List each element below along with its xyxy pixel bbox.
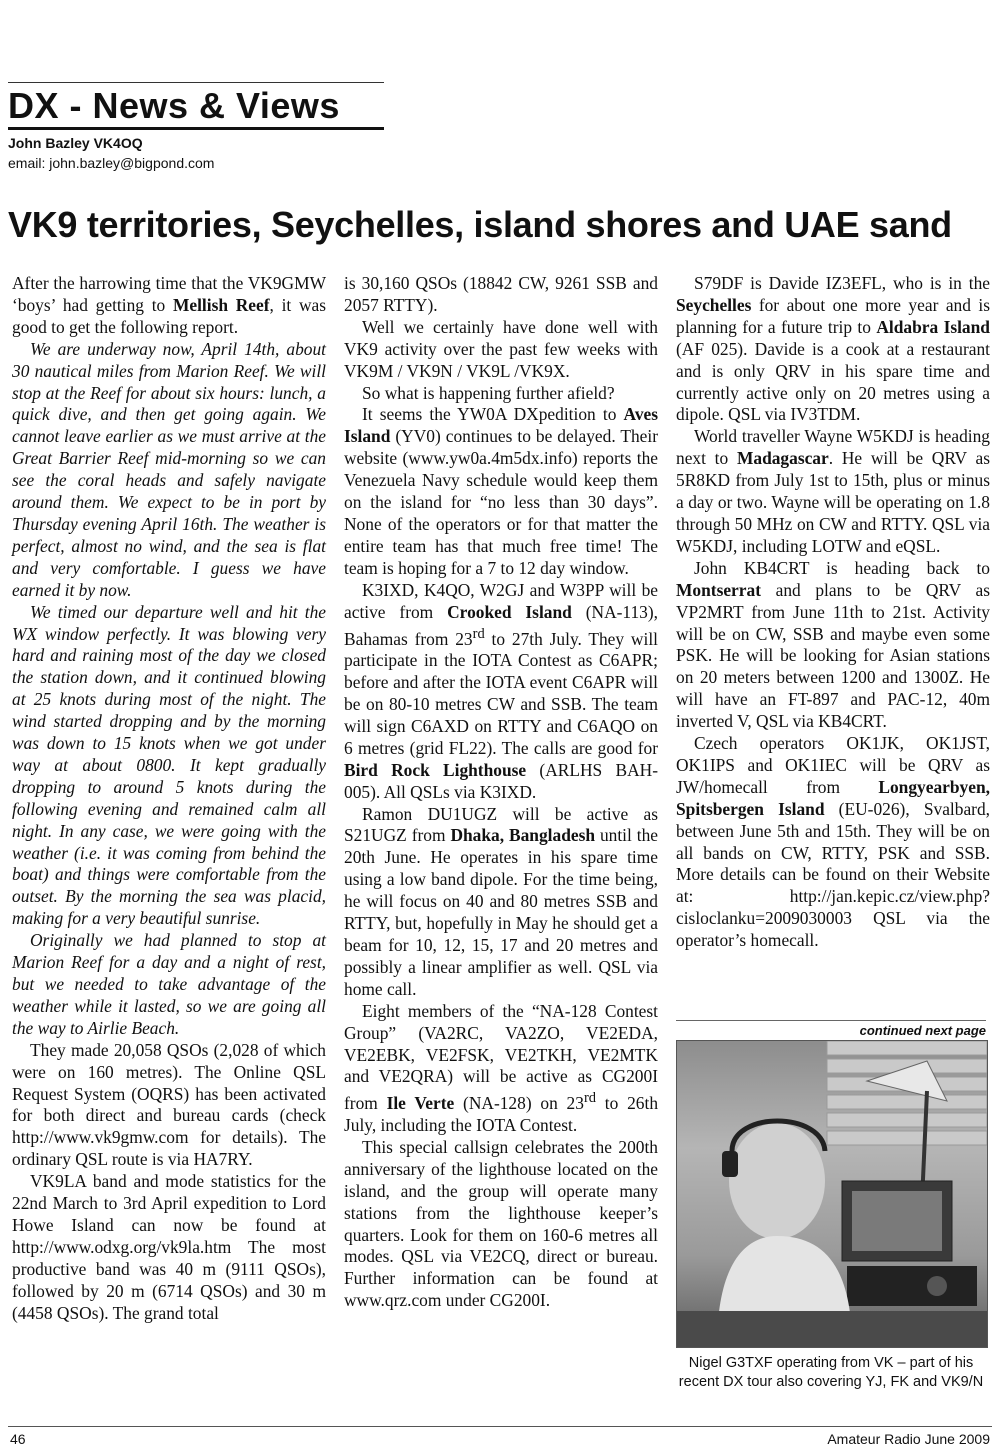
page-number: 46 — [10, 1431, 26, 1447]
continued-next-page: continued next page — [676, 1020, 986, 1038]
article-headline: VK9 territories, Seychelles, island shores and UAE sand — [8, 204, 952, 245]
operator-photo — [676, 1040, 988, 1348]
author-email: email: john.bazley@bigpond.com — [8, 155, 215, 171]
article-column-2: is 30,160 QSOs (18842 CW, 9261 SSB and 2057 RTTY). Well we certainly have done well with VK9 activity over the past few weeks with VK9M / VK9N / VK9L /VK9X. So what is happening further afield? It seems the YW0A DXpedition to Aves Island (YV0) continues to be delayed. Their website (www.yw0a.4m5dx.info) reports the Venezuela Navy schedule would keep them on the island for “no less than 30 days”. None of the operators or for that matter the entire team has that much free time! The team is hoping for a 7 to 12 day window. K3IXD, K4QO, W2GJ and W3PP will be active from Crooked Island (NA-113), Bahamas from 23rd to 27th July. They will participate in the IOTA Contest as C6APR; before and after the IOTA event C6APR will be on 80-10 metres CW and SSB. The team will sign C6AXD on RTTY and C6AQO on 6 metres (grid FL22). The calls are good for Bird Rock Lighthouse (ARLHS BAH-005). All QSLs via K3IXD. Ramon DU1UGZ will be active as S21UGZ from Dhaka, Bangladesh until the 20th June. He operates in his spare time using a low band dipole. For the time being, he will focus on 40 and 80 metres SSB and RTTY, but, hopefully in May he should get a beam for 10, 12, 15, 17 and 20 metres and possibly a linear amplifier as well. QSL via home call. Eight members of the “NA-128 Contest Group” (VA2RC, VA2ZO, VE2EDA, VE2EBK, VE2FSK, VE2TKH, VE2MTK and VE2QRA) will be active as CG200I from Ile Verte (NA-128) on 23rd to 26th July, including the IOTA Contest. This special callsign celebrates the 200th anniversary of the lighthouse located on the island, and the group will operate many stations from the lighthouse keeper’s quarters. Look for them on 160-6 metres all modes. QSL via VE2CQ, direct or bureau. Further information can be found at www.qrz.com under CG200I. — [344, 273, 659, 1311]
footer-rule — [8, 1426, 992, 1427]
title-rule — [8, 127, 384, 130]
article-column-3: S79DF is Davide IZ3EFL, who is in the Seychelles for about one more year and is planning for a future trip to Aldabra Island (AF 025). Davide is a cook at a restaurant and is only QRV in his spare time and currently active only on 20 metres using a dipole. QSL via IV3TDM. World traveller Wayne W5KDJ is heading next to Madagascar. He will be QRV as 5R8KD from July 1st to 15th, plus or minus a day or two. Wayne will be operating on 1.8 through 50 MHz on CW and RTTY. QSL via W5KDJ, including LOTW and eQSL. John KB4CRT is heading back to Montserrat and plans to be QRV as VP2MRT from June 11th to 21st. Activity will be on CW, SSB and maybe even some PSK. He will be looking for Asian stations on 20 meters between 1200 and 1300Z. He will have an FT-897 and PAC-12, 40m inverted V, QSL via KB4CRT. Czech operators OK1JK, OK1JST, OK1IPS and OK1IEC will be QRV as JW/homecall from Longyearbyen, Spitsbergen Island (EU-026), Svalbard, between June 5th and 15th. They will be on all bands on CW, RTTY, PSK and SSB. More details can be found on their Website at: http://jan.kepic.cz/view.php?cisloclanku=2009030003 QSL via the operator’s homecall. — [676, 273, 991, 951]
photo-caption: Nigel G3TXF operating from VK – part of his recent DX tour also covering YJ, FK and VK9/N — [678, 1355, 984, 1390]
radio-operator-illustration — [677, 1041, 987, 1347]
author-name: John Bazley VK4OQ — [8, 135, 143, 151]
top-rule — [8, 82, 384, 83]
section-title: DX - News & Views — [8, 85, 340, 126]
article-column-1: After the harrowing time that the VK9GMW ‘boys’ had getting to Mellish Reef, it was good to get the following report. We are underway now, April 14th, about 30 nautical miles from Marion Reef. We will stop at the Reef for about six hours: lunch, a quick dive, and then get going again. We cannot leave earlier as we must arrive at the Great Barrier Reef mid-morning so we can see the coral heads and safely navigate around them. We expect to be in port by Thursday evening April 16th. The weather is perfect, almost no wind, and the sea is flat and very comfortable. I guess we have earned it by now. We timed our departure well and hit the WX window perfectly. It was blowing very hard and raining most of the day we closed the station down, and it continued blowing at 25 knots during most of the night. The wind started dropping and by the morning was down to 15 knots when we got under way at about 0800. It kept gradually dropping to around 5 knots during the following evening and remained calm all night. In any case, we were going with the weather (i.e. it was coming from behind the boat) and things were comfortable from the outset. By the morning the sea was placid, making for a very beautiful sunrise. Originally we had planned to stop at Marion Reef for a day and a night of rest, but we needed to take advantage of the weather while it lasted, so we are going all the way to Airlie Beach. They made 20,058 QSOs (2,028 of which were on 160 metres). The Online QSL Request System (OQRS) has been activated for both direct and bureau cards (check http://www.vk9gmw.com for details). The ordinary QSL route is via HA7RY. VK9LA band and mode statistics for the 22nd March to 3rd April expedition to Lord Howe Island can now be found at http://www.odxg.org/vk9la.htm The most productive band was 40 m (9111 QSOs), followed by 20 m (6714 QSOs) and 30 m (4458 QSOs). The grand total — [12, 273, 326, 1323]
publication-name: Amateur Radio June 2009 — [827, 1431, 990, 1447]
